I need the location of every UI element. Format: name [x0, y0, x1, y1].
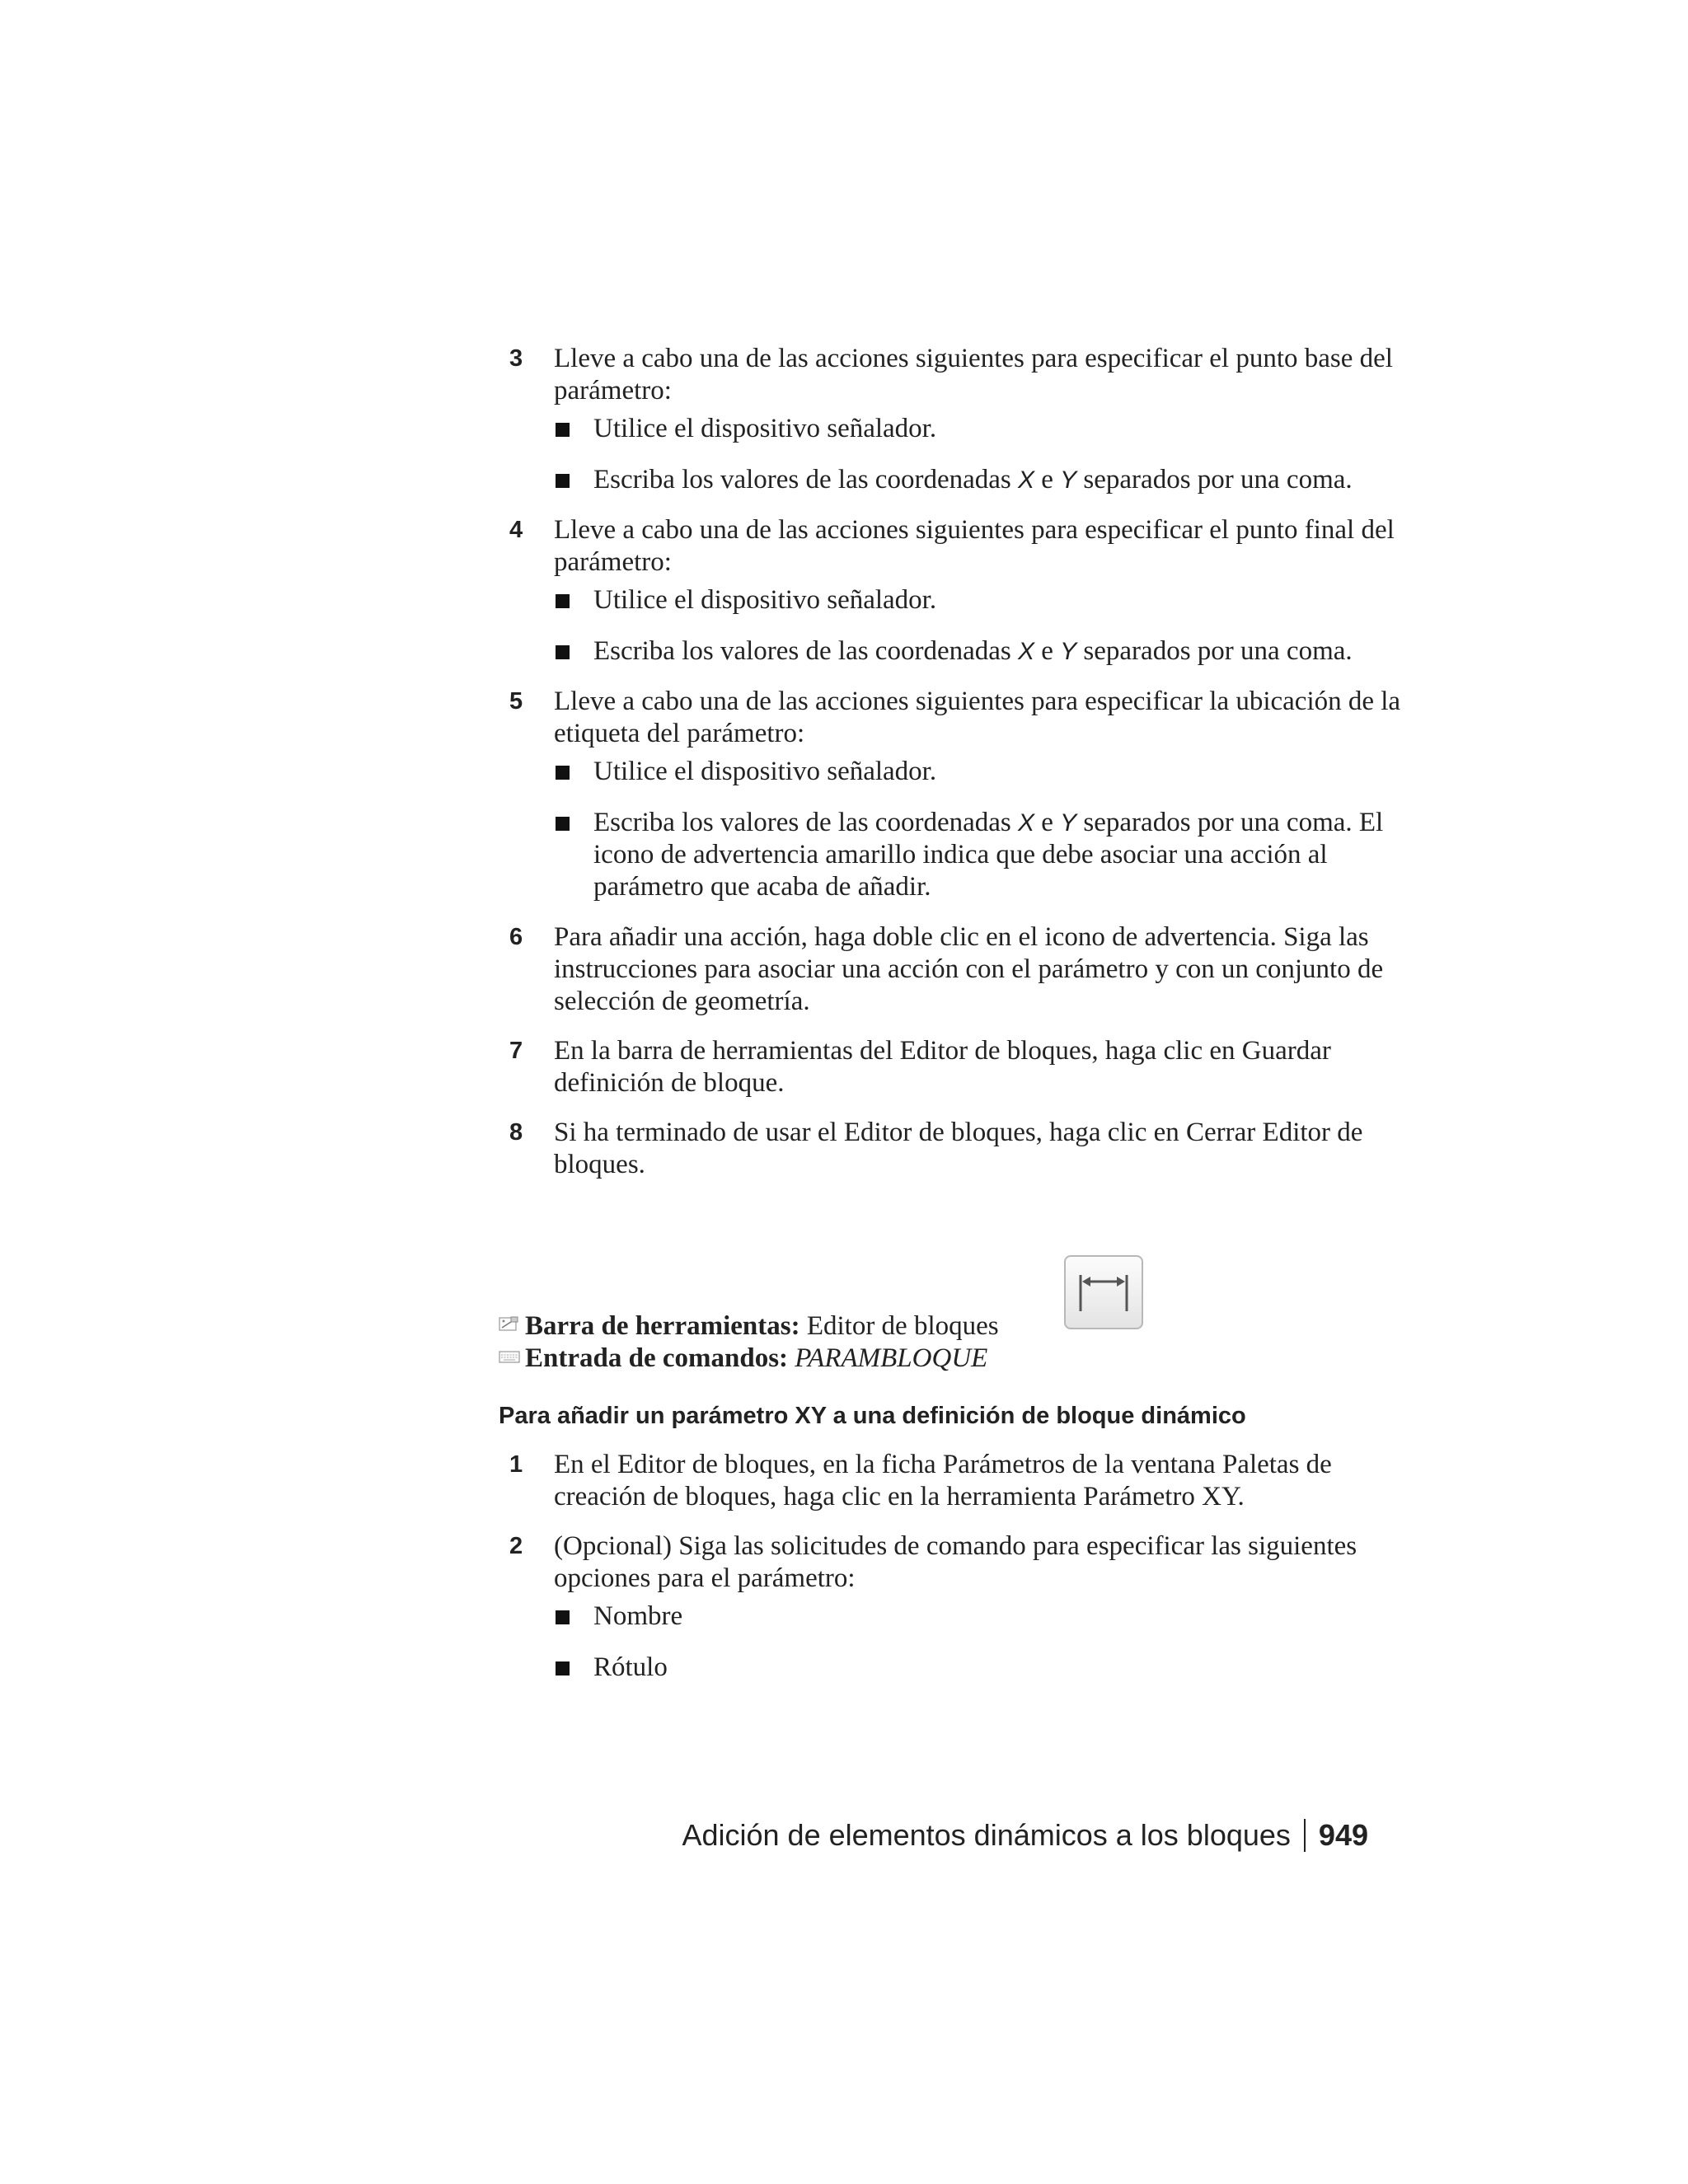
linear-parameter-glyph: [1066, 1257, 1142, 1328]
toolbar-value: Editor de bloques: [799, 1311, 999, 1341]
keyboard-icon: [499, 1347, 520, 1366]
step-2: [509, 1530, 1416, 1684]
page-number: 949: [1318, 1818, 1368, 1852]
bullet-list: [554, 584, 1416, 668]
footer-divider: [1304, 1819, 1306, 1852]
step-number: 8: [509, 1119, 523, 1146]
list-item: Utilice el dispositivo señalador.: [554, 584, 1416, 616]
list-item: Rótulo: [554, 1652, 1416, 1684]
step-text: (Opcional) Siga las solicitudes de comando para especificar las siguientes opciones para el parámetro:: [554, 1531, 1357, 1593]
step-5: [509, 686, 1416, 903]
step-number: 4: [509, 517, 523, 543]
command-reference: [499, 1343, 1240, 1375]
linear-parameter-icon[interactable]: [1064, 1255, 1143, 1329]
list-item: Escriba los valores de las coordenadas X e Y separados por una coma.: [554, 635, 1416, 668]
step-text: Si ha terminado de usar el Editor de bloques, haga clic en Cerrar Editor de bloques.: [554, 1118, 1363, 1179]
bullet-square-icon: [556, 766, 570, 780]
bullet-square-icon: [556, 1661, 570, 1675]
bullet-square-icon: [556, 423, 570, 437]
bullet-list: [554, 413, 1416, 496]
list-item: Utilice el dispositivo señalador.: [554, 756, 1416, 788]
instruction-list-b: [509, 1449, 1416, 1684]
step-number: 3: [509, 345, 523, 372]
step-3: [509, 343, 1416, 496]
footer-title: Adición de elementos dinámicos a los bloques: [682, 1818, 1291, 1852]
step-6: [509, 921, 1416, 1018]
bullet-square-icon: [556, 594, 570, 608]
step-4: [509, 514, 1416, 668]
page-footer: [682, 1817, 1368, 1854]
step-1: [509, 1449, 1416, 1513]
toolbar-icon: [499, 1315, 520, 1333]
step-text: Lleve a cabo una de las acciones siguientes para especificar el punto base del parámetro:: [554, 344, 1393, 405]
bullet-square-icon: [556, 645, 570, 659]
list-item: Escriba los valores de las coordenadas X e Y separados por una coma. El icono de advertencia amarillo indica que debe asociar una acción al parámetro que acaba de añadir.: [554, 807, 1416, 903]
list-item: Utilice el dispositivo señalador.: [554, 413, 1416, 445]
list-item: Nombre: [554, 1601, 1416, 1633]
bullet-list: [554, 1601, 1416, 1684]
list-item: Escriba los valores de las coordenadas X e Y separados por una coma.: [554, 464, 1416, 496]
step-7: [509, 1035, 1416, 1099]
step-number: 2: [509, 1533, 523, 1559]
step-text: Lleve a cabo una de las acciones siguientes para especificar el punto final del parámetro:: [554, 515, 1395, 577]
command-value: PARAMBLOQUE: [795, 1343, 988, 1373]
bullet-square-icon: [556, 817, 570, 831]
step-number: 5: [509, 688, 523, 715]
instruction-list-a: [509, 343, 1416, 1181]
warning-note: El icono de advertencia amarillo indica que debe asociar una acción al parámetro que acaba de añadir.: [593, 808, 1384, 902]
bullet-square-icon: [556, 474, 570, 488]
step-text: En el Editor de bloques, en la ficha Parámetros de la ventana Paletas de creación de bloques, haga clic en la herramienta Parámetro XY.: [554, 1450, 1332, 1511]
step-number: 1: [509, 1451, 523, 1478]
step-text: Para añadir una acción, haga doble clic en el icono de advertencia. Siga las instrucciones para asociar una acción con el parámetro y con un conjunto de selección de geometría.: [554, 922, 1384, 1016]
command-label: Entrada de comandos:: [525, 1343, 789, 1373]
step-text: En la barra de herramientas del Editor de bloques, haga clic en Guardar definición de bloque.: [554, 1036, 1331, 1098]
step-number: 6: [509, 924, 523, 950]
section-heading: Para añadir un parámetro XY a una definición de bloque dinámico: [499, 1403, 1246, 1429]
toolbar-label: Barra de herramientas:: [525, 1311, 800, 1341]
step-8: [509, 1117, 1416, 1181]
step-number: 7: [509, 1038, 523, 1064]
bullet-square-icon: [556, 1610, 570, 1624]
step-text: Lleve a cabo una de las acciones siguientes para especificar la ubicación de la etiqueta del parámetro:: [554, 687, 1401, 748]
bullet-list: [554, 756, 1416, 903]
